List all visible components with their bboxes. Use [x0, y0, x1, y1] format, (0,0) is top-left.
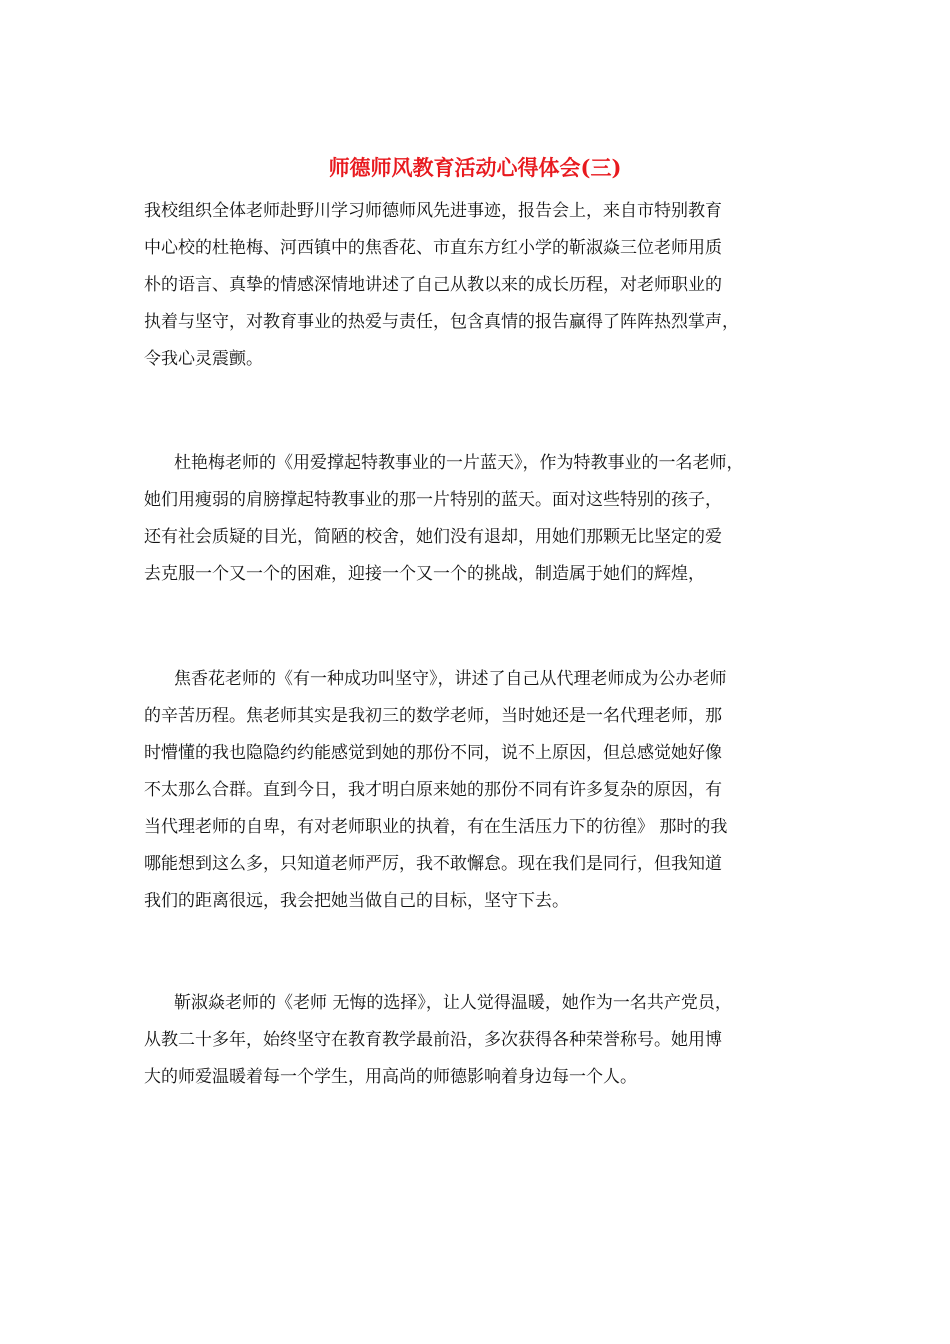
paragraph-line: 不太那么合群。直到今日，我才明白原来她的那份不同有许多复杂的原因，有 [144, 780, 722, 800]
paragraph-line: 从教二十多年，始终坚守在教育教学最前沿，多次获得各种荣誉称号。她用博 [144, 1030, 722, 1050]
paragraph-line: 执着与坚守，对教育事业的热爱与责任，包含真情的报告赢得了阵阵热烈掌声， [144, 312, 739, 332]
paragraph-line: 当代理老师的自卑，有对老师职业的执着，有在生活压力下的彷徨》 那时的我 [144, 817, 728, 837]
paragraph-line: 杜艳梅老师的《用爱撑起特教事业的一片蓝天》，作为特教事业的一名老师， [174, 453, 744, 473]
paragraph-4 [144, 985, 834, 1096]
paragraph-line: 中心校的杜艳梅、河西镇中的焦香花、市直东方红小学的靳淑焱三位老师用质 [144, 238, 722, 258]
paragraph-line: 靳淑焱老师的《老师 无悔的选择》，让人觉得温暖，她作为一名共产党员， [174, 993, 732, 1013]
document-title: 师德师风教育活动心得体会(三) [328, 155, 622, 180]
paragraph-line: 朴的语言、真挚的情感深情地讲述了自己从教以来的成长历程，对老师职业的 [144, 275, 722, 295]
paragraph-line: 的辛苦历程。焦老师其实是我初三的数学老师，当时她还是一名代理老师，那 [144, 706, 722, 726]
paragraph-line: 大的师爱温暖着每一个学生，用高尚的师德影响着身边每一个人。 [144, 1067, 637, 1087]
paragraph-line: 我校组织全体老师赴野川学习师德师风先进事迹，报告会上，来自市特别教育 [144, 201, 722, 221]
paragraph-line: 令我心灵震颤。 [144, 349, 263, 369]
paragraph-line: 她们用瘦弱的肩膀撑起特教事业的那一片特别的蓝天。面对这些特别的孩子， [144, 490, 722, 510]
paragraph-line: 哪能想到这么多，只知道老师严厉，我不敢懈怠。现在我们是同行，但我知道 [144, 854, 722, 874]
paragraph-line: 还有社会质疑的目光，简陋的校舍，她们没有退却，用她们那颗无比坚定的爱 [144, 527, 722, 547]
paragraph-line: 时懵懂的我也隐隐约约能感觉到她的那份不同，说不上原因，但总感觉她好像 [144, 743, 722, 763]
paragraph-3 [144, 661, 834, 920]
paragraph-1 [144, 193, 834, 378]
paragraph-line: 焦香花老师的《有一种成功叫坚守》，讲述了自己从代理老师成为公办老师 [174, 669, 727, 689]
paragraph-line: 我们的距离很远，我会把她当做自己的目标，坚守下去。 [144, 891, 569, 911]
paragraph-line: 去克服一个又一个的困难，迎接一个又一个的挑战，制造属于她们的辉煌， [144, 564, 705, 584]
paragraph-2 [144, 445, 834, 593]
